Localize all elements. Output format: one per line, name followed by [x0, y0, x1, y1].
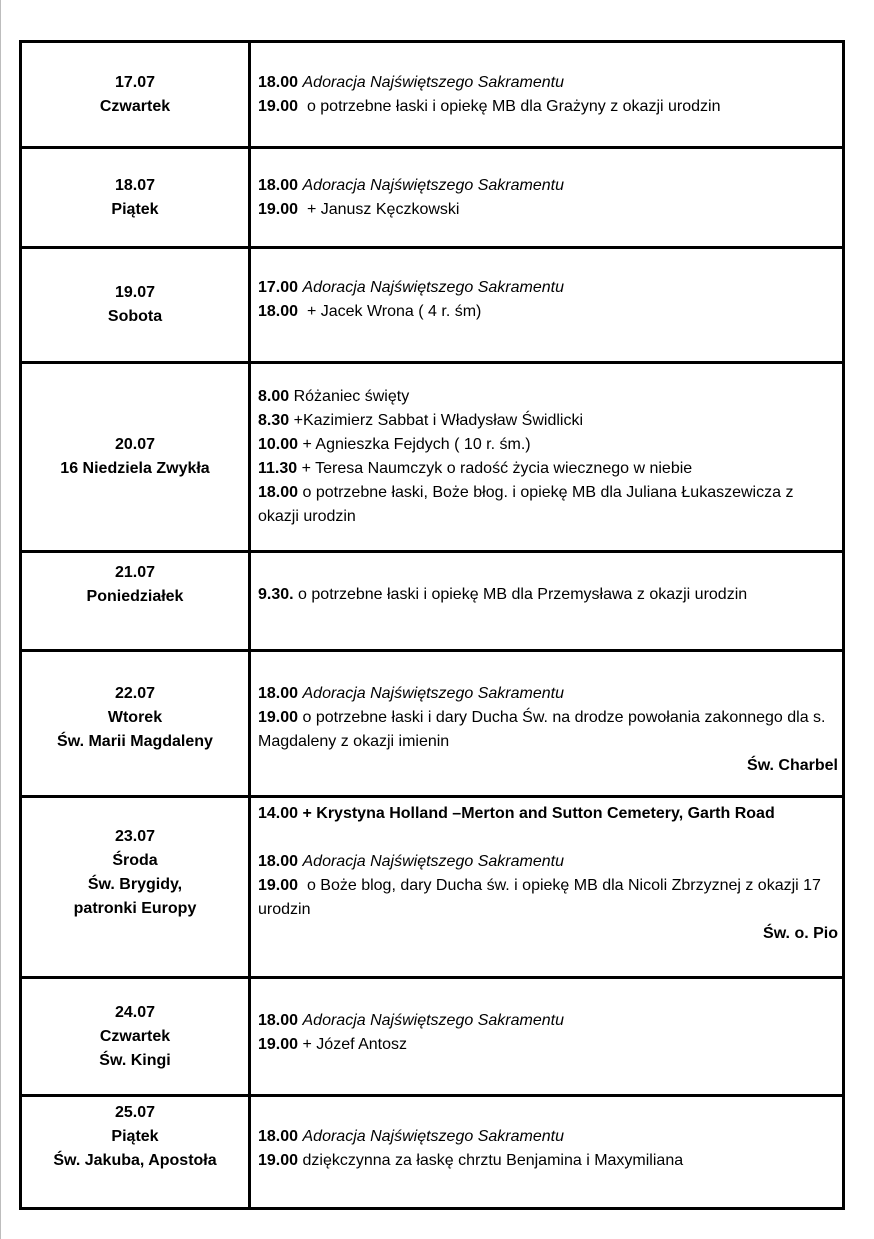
day-cell: [22, 149, 251, 246]
intention-entry: [258, 174, 838, 198]
special-intention: 14.00 + Krystyna Holland –Merton and Sutton Cemetery, Garth Road: [258, 805, 775, 822]
entry-time: 9.30.: [258, 586, 294, 603]
intention-entry: [258, 682, 838, 706]
entry-text: Adoracja Najświętszego Sakramentu: [302, 853, 564, 870]
date-label: 24.07: [114, 1003, 156, 1021]
entry-time: 18.00: [258, 484, 299, 501]
day-cell: [22, 43, 251, 146]
entry-time: 19.00: [258, 709, 299, 726]
entry-time: 10.00: [258, 436, 299, 453]
schedule-row: [22, 553, 842, 652]
entry-time: 17.00: [258, 279, 299, 296]
intention-entry: [258, 706, 838, 754]
entry-text: Adoracja Najświętszego Sakramentu: [302, 279, 564, 296]
day-cell: [22, 553, 251, 649]
intention-entry: [258, 71, 838, 95]
entry-text: Adoracja Najświętszego Sakramentu: [302, 1128, 564, 1145]
intention-entry: [258, 481, 838, 529]
entry-text: + Agnieszka Fejdych ( 10 r. śm.): [302, 436, 531, 453]
day-cell: [22, 249, 251, 361]
day-cell: [22, 798, 251, 976]
entry-time: 18.00: [258, 303, 299, 320]
date-label: 22.07: [114, 685, 156, 702]
weekday-label: Środa: [112, 852, 158, 869]
day-cell: [22, 1097, 251, 1207]
schedule-row: [22, 149, 842, 249]
weekday-label: Wtorek: [107, 709, 163, 726]
entry-time: 19.00: [258, 200, 299, 218]
intentions-cell: [251, 798, 842, 976]
intention-entry: [258, 1009, 838, 1033]
schedule-row: [22, 43, 842, 149]
intention-entry: [258, 95, 838, 119]
schedule-row: [22, 652, 842, 798]
entry-time: 8.30: [258, 412, 290, 429]
weekday-label: Sobota: [107, 308, 163, 325]
intention-entry: [258, 433, 838, 457]
intentions-cell: [251, 553, 842, 649]
date-label: 20.07: [114, 436, 156, 453]
intention-entry: [258, 1033, 838, 1057]
entry-text: o potrzebne łaski, Boże błog. i opiekę MB dla Juliana Łukaszewicza z okazji urodzin: [258, 484, 794, 525]
entry-text: + Teresa Naumczyk o radość życia wiecznego w niebie: [301, 460, 693, 477]
entry-text: dziękczynna za łaskę chrztu Benjamina i Maxymiliana: [302, 1152, 684, 1169]
intention-entry: [258, 276, 838, 300]
intention-entry: [258, 583, 838, 607]
intention-entry: [258, 385, 838, 409]
entry-time: 18.00: [258, 685, 299, 702]
intention-entry: [258, 874, 838, 922]
intention-entry: [258, 1149, 838, 1173]
intention-entry: [258, 198, 838, 222]
entry-time: 19.00: [258, 1036, 299, 1053]
patron-saint-label: Św. Charbel: [747, 757, 838, 774]
entry-text: Różaniec święty: [293, 388, 410, 405]
date-label: 19.07: [114, 284, 156, 301]
entry-time: 18.00: [258, 853, 299, 870]
entry-time: 19.00: [258, 97, 299, 115]
schedule-row: [22, 364, 842, 553]
entry-text: + Józef Antosz: [302, 1036, 408, 1053]
date-label: 23.07: [114, 828, 156, 845]
feast-label: Św. Brygidy,: [87, 876, 183, 893]
entry-text: + Jacek Wrona ( 4 r. śm): [306, 303, 482, 320]
entry-time: 8.00: [258, 388, 290, 405]
day-cell: [22, 364, 251, 550]
weekday-label: Piątek: [111, 1128, 159, 1145]
weekday-label: Czwartek: [99, 97, 171, 115]
day-cell: [22, 652, 251, 795]
mass-schedule-table: [19, 40, 845, 1210]
date-label: 21.07: [114, 564, 156, 581]
feast-label: Św. Kingi: [99, 1051, 171, 1069]
entry-text: o potrzebne łaski i opiekę MB dla Grażyny z okazji urodzin: [306, 97, 721, 115]
feast-label: Św. Marii Magdaleny: [57, 733, 213, 750]
intentions-cell: [251, 149, 842, 246]
weekday-label: Poniedziałek: [86, 588, 184, 605]
date-label: 25.07: [114, 1104, 156, 1121]
weekday-label: Piątek: [111, 200, 159, 218]
intentions-cell: [251, 652, 842, 795]
entry-text: o Boże blog, dary Ducha św. i opiekę MB dla Nicoli Zbrzyznej z okazji 17 urodzin: [258, 877, 821, 918]
feast-label: patronki Europy: [73, 900, 197, 917]
intentions-cell: [251, 364, 842, 550]
feast-label: Św. Jakuba, Apostoła: [53, 1152, 217, 1169]
entry-time: 18.00: [258, 1012, 299, 1029]
schedule-row: [22, 1097, 842, 1207]
schedule-row: [22, 798, 842, 979]
entry-time: 19.00: [258, 1152, 299, 1169]
entry-text: Adoracja Najświętszego Sakramentu: [302, 1012, 564, 1029]
entry-text: o potrzebne łaski i dary Ducha Św. na drodze powołania zakonnego dla s. Magdaleny z okazji imienin: [258, 709, 826, 750]
intentions-cell: [251, 1097, 842, 1207]
intention-entry: [258, 300, 838, 324]
entry-text: o potrzebne łaski i opiekę MB dla Przemysława z okazji urodzin: [298, 586, 748, 603]
entry-time: 18.00: [258, 1128, 299, 1145]
intentions-cell: [251, 979, 842, 1094]
weekday-label: 16 Niedziela Zwykła: [60, 460, 210, 477]
schedule-row: [22, 249, 842, 364]
intentions-cell: [251, 249, 842, 361]
intention-entry: [258, 850, 838, 874]
entry-time: 18.00: [258, 73, 299, 91]
weekday-label: Czwartek: [99, 1027, 171, 1045]
intention-entry: [258, 1125, 838, 1149]
entry-text: Adoracja Najświętszego Sakramentu: [302, 685, 564, 702]
entry-text: + Janusz Kęczkowski: [306, 200, 460, 218]
entry-time: 11.30: [258, 460, 298, 477]
date-label: 17.07: [114, 73, 156, 91]
intentions-cell: [251, 43, 842, 146]
entry-text: Adoracja Najświętszego Sakramentu: [302, 176, 564, 194]
page-edge-line: [0, 0, 1, 1239]
day-cell: [22, 979, 251, 1094]
schedule-row: [22, 979, 842, 1097]
intention-entry: [258, 409, 838, 433]
intention-entry: [258, 457, 838, 481]
entry-text: +Kazimierz Sabbat i Władysław Świdlicki: [293, 412, 584, 429]
spacer: [258, 826, 838, 850]
entry-text: Adoracja Najświętszego Sakramentu: [302, 73, 564, 91]
entry-time: 19.00: [258, 877, 299, 894]
entry-time: 18.00: [258, 176, 299, 194]
date-label: 18.07: [114, 176, 156, 194]
patron-saint-label: Św. o. Pio: [763, 925, 838, 942]
